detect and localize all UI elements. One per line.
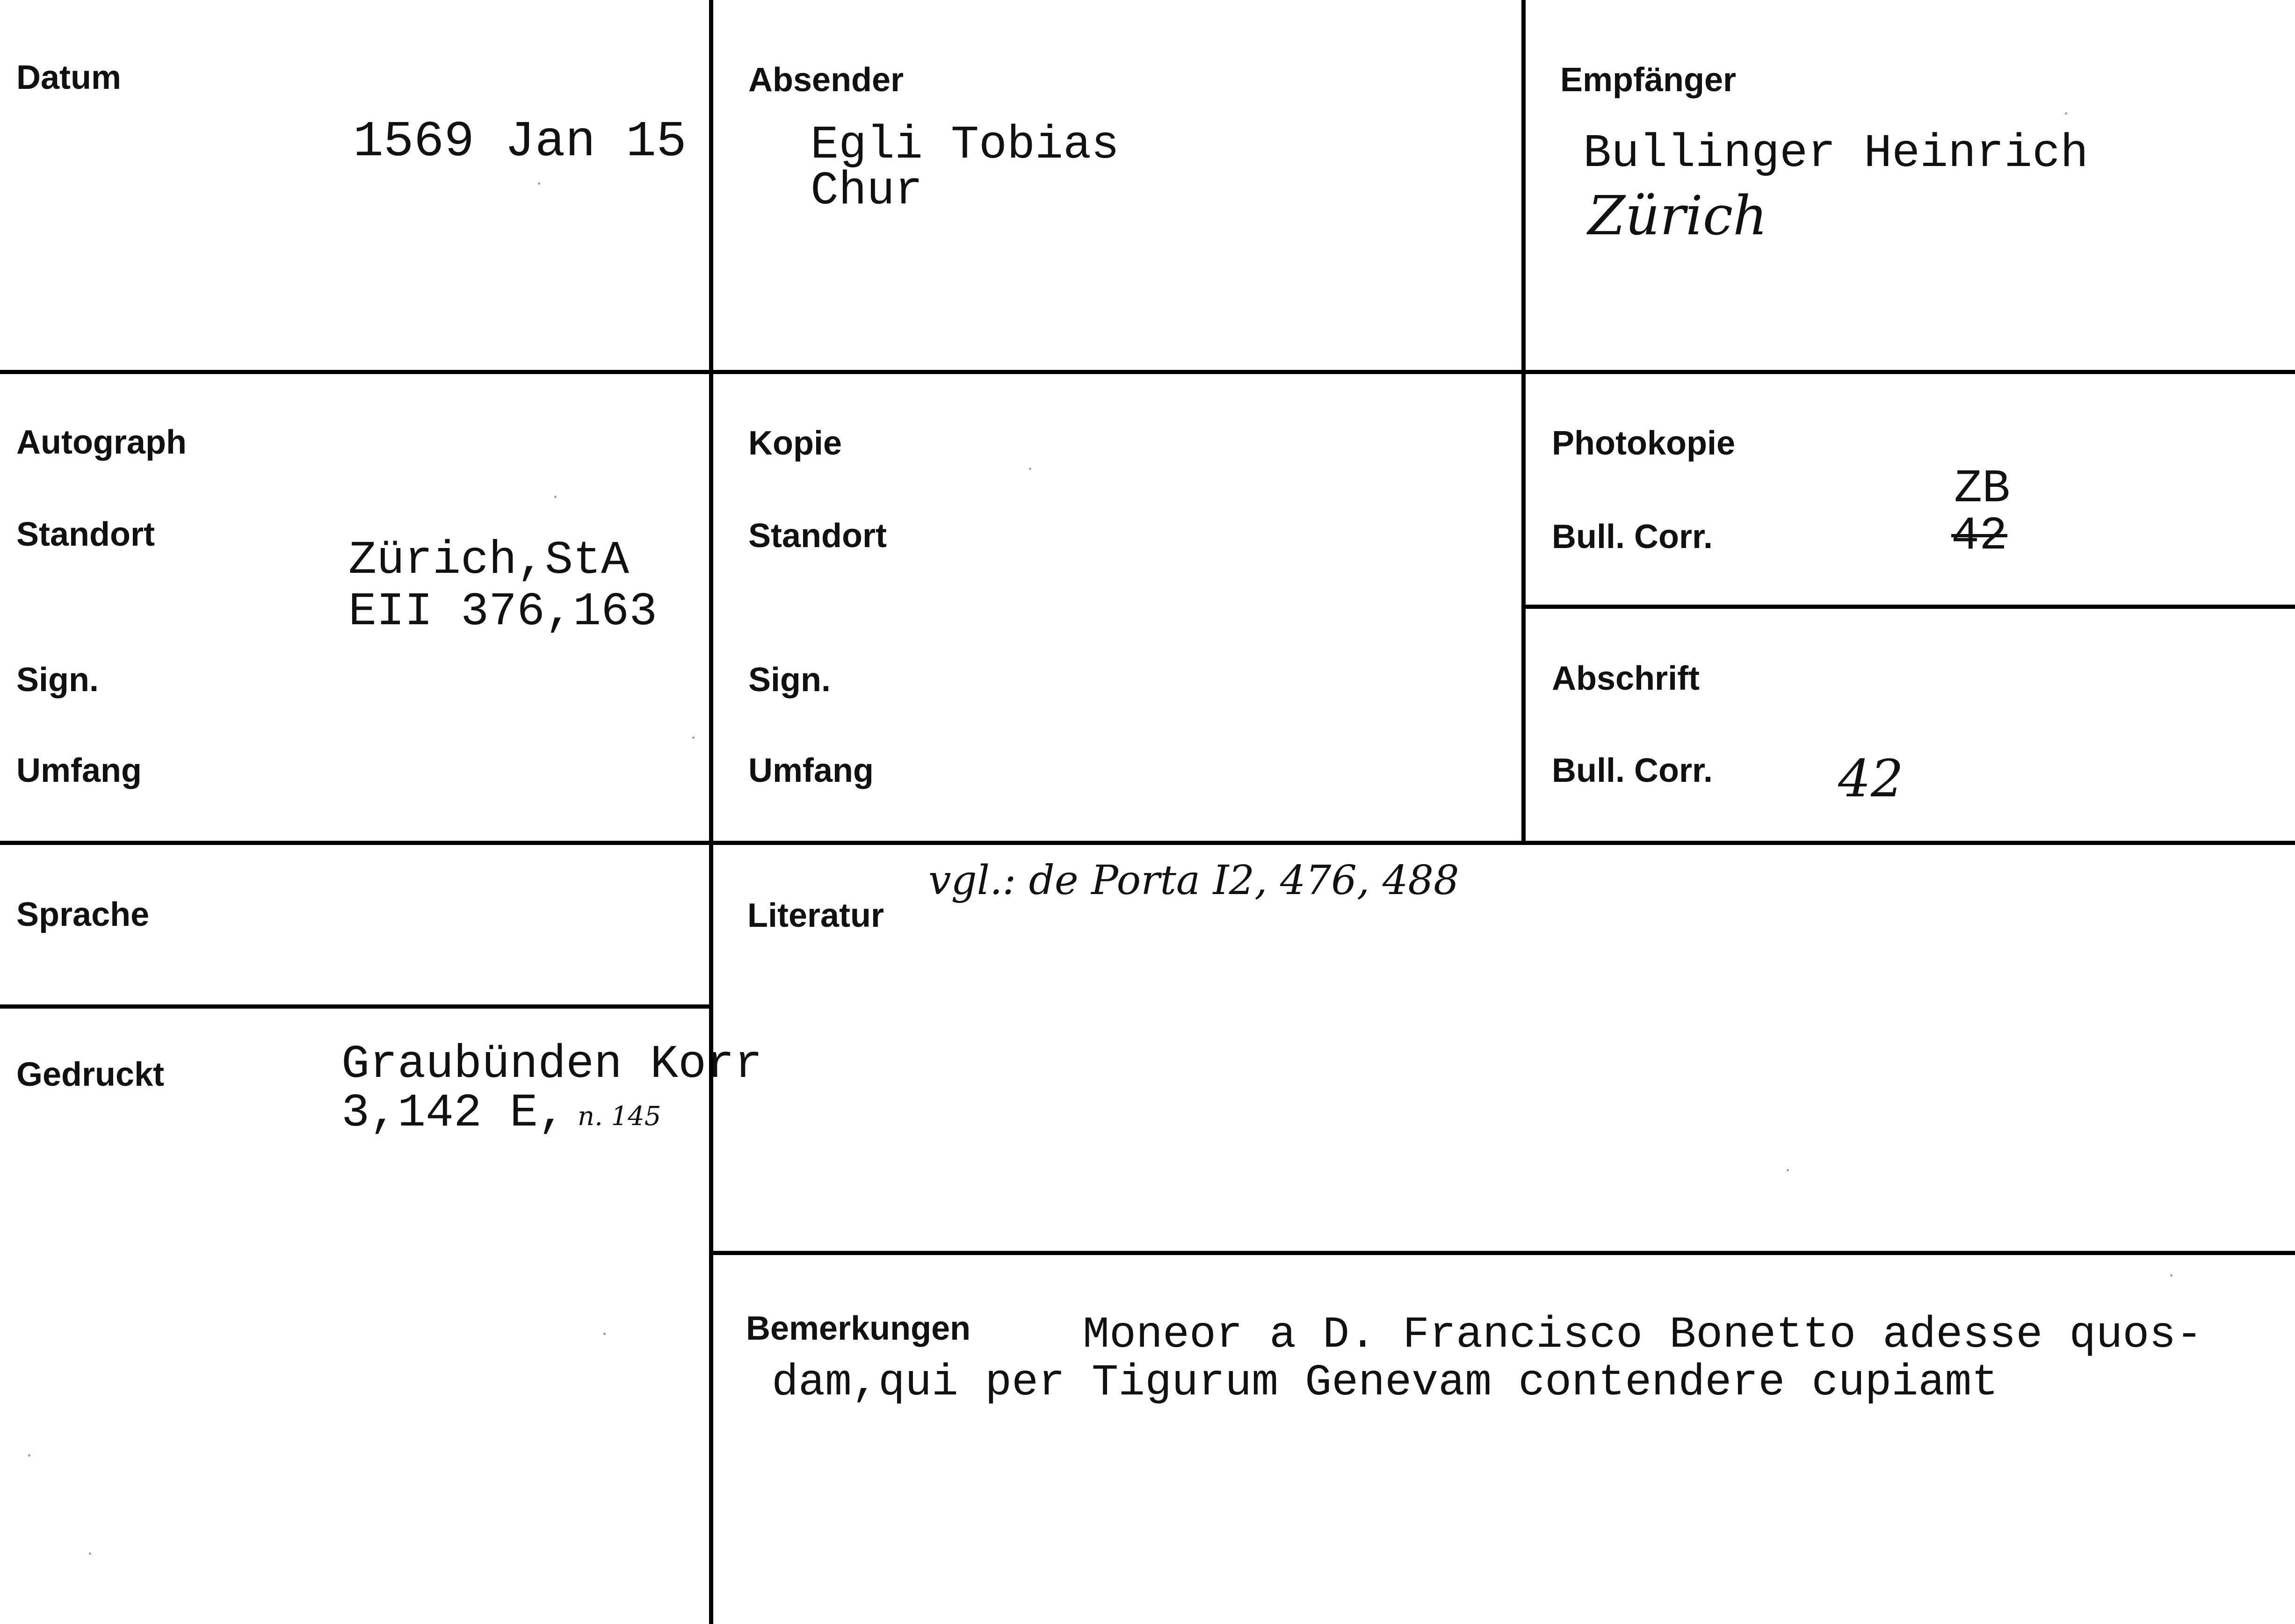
label-sign-kopie: Sign. bbox=[748, 661, 831, 699]
label-bull-corr-abschrift: Bull. Corr. bbox=[1552, 752, 1713, 789]
scan-speck bbox=[538, 182, 540, 185]
label-umfang-kopie: Umfang bbox=[748, 752, 874, 789]
scan-speck bbox=[1787, 1169, 1789, 1171]
value-photokopie-zb: ZB bbox=[1954, 463, 2011, 516]
scan-speck bbox=[89, 1552, 91, 1555]
label-sprache: Sprache bbox=[16, 896, 150, 933]
value-datum: 1569 Jan 15 bbox=[353, 114, 687, 171]
scan-speck bbox=[1029, 468, 1031, 470]
horizontal-rule-bemerkungen bbox=[709, 1251, 2295, 1255]
value-gedruckt-line2: 3,142 E, bbox=[341, 1087, 566, 1140]
horizontal-rule-photokopie bbox=[1521, 605, 2295, 609]
label-umfang-autograph: Umfang bbox=[16, 752, 142, 789]
label-datum: Datum bbox=[16, 59, 122, 96]
value-gedruckt-line1: Graubünden Korr bbox=[341, 1039, 763, 1091]
horizontal-rule-2 bbox=[0, 841, 2295, 845]
scan-speck bbox=[554, 496, 557, 498]
value-bemerkungen-line2: dam,qui per Tigurum Genevam contendere cupiamt bbox=[772, 1357, 1998, 1408]
label-absender: Absender bbox=[748, 61, 904, 99]
value-gedruckt-note-handwritten: n. 145 bbox=[578, 1101, 661, 1132]
value-photokopie-bull-corr-struck: 42 bbox=[1951, 510, 2008, 563]
value-standort-line1: Zürich,StA bbox=[348, 534, 630, 587]
scan-speck bbox=[692, 736, 695, 739]
label-sign-autograph: Sign. bbox=[16, 661, 99, 699]
label-literatur: Literatur bbox=[747, 897, 884, 934]
scan-speck bbox=[28, 1454, 30, 1457]
label-bemerkungen: Bemerkungen bbox=[746, 1310, 971, 1347]
value-standort-line2: EII 376,163 bbox=[348, 586, 658, 639]
scan-speck bbox=[603, 1333, 606, 1335]
label-autograph: Autograph bbox=[16, 424, 187, 461]
value-empfaenger-ort-handwritten: Zürich bbox=[1588, 185, 1768, 247]
value-absender-ort: Chur bbox=[811, 165, 923, 218]
label-empfaenger: Empfänger bbox=[1560, 61, 1737, 99]
label-abschrift: Abschrift bbox=[1552, 660, 1700, 697]
horizontal-rule-1 bbox=[0, 370, 2295, 374]
label-standort-autograph: Standort bbox=[16, 516, 155, 553]
vertical-rule-left bbox=[709, 0, 713, 1624]
value-empfaenger-name: Bullinger Heinrich bbox=[1583, 128, 2089, 180]
scan-speck bbox=[2065, 112, 2067, 115]
label-photokopie: Photokopie bbox=[1552, 425, 1735, 462]
label-bull-corr-photo: Bull. Corr. bbox=[1552, 518, 1713, 556]
label-gedruckt: Gedruckt bbox=[16, 1056, 165, 1093]
horizontal-rule-sprache bbox=[0, 1004, 713, 1009]
scan-speck bbox=[2170, 1274, 2172, 1277]
value-bemerkungen-line1: Moneor a D. Francisco Bonetto adesse quos- bbox=[1083, 1310, 2203, 1360]
value-abschrift-bull-corr-handwritten: 42 bbox=[1838, 749, 1904, 808]
label-standort-kopie: Standort bbox=[748, 517, 887, 555]
vertical-rule-right bbox=[1521, 0, 1526, 844]
value-literatur-handwritten: vgl.: de Porta I2, 476, 488 bbox=[928, 857, 1459, 904]
label-kopie: Kopie bbox=[748, 425, 842, 462]
value-absender-name: Egli Tobias bbox=[811, 119, 1120, 172]
